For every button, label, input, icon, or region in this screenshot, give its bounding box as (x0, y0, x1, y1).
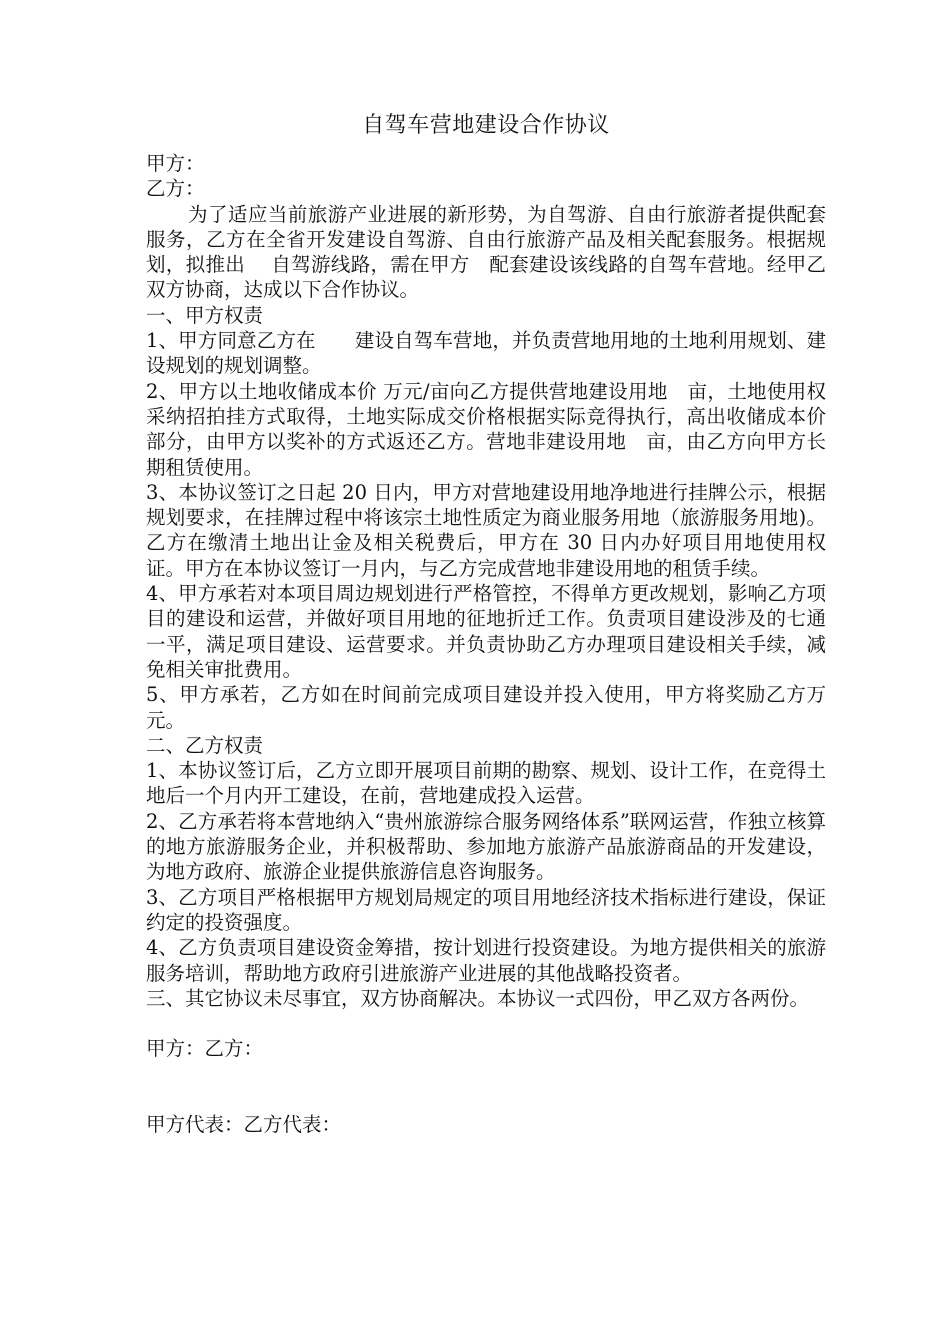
party-a-clause-1: 1、甲方同意乙方在 建设自驾车营地，并负责营地用地的土地利用规划、建设规划的规划调整。 (146, 329, 826, 378)
party-a-line: 甲方： (146, 152, 205, 175)
party-b-clause-4: 4、乙方负责项目建设资金筹措，按计划进行投资建设。为地方提供相关的旅游服务培训，帮助地方政府引进旅游产业进展的其他战略投资者。 (146, 936, 826, 985)
document-page (146, 112, 826, 1137)
party-a-clause-5: 5、甲方承若，乙方如在时间前完成项目建设并投入使用，甲方将奖励乙方万元。 (146, 683, 826, 732)
spacer (146, 1011, 826, 1036)
spacer (146, 1062, 826, 1112)
preamble-paragraph: 为了适应当前旅游产业进展的新形势，为自驾游、自由行旅游者提供配套服务，乙方在全省开发建设自驾游、自由行旅游产品及相关配套服务。根据规划，拟推出 自驾游线路，需在甲方 配套建设该线路的自驾车营地。经甲乙双方协商，达成以下合作协议。 (146, 202, 826, 302)
party-b-clause-3: 3、乙方项目严格根据甲方规划局规定的项目用地经济技术指标进行建设，保证约定的投资强度。 (146, 885, 826, 934)
signature-representatives: 甲方代表：乙方代表： (146, 1112, 342, 1136)
party-b-clause-2: 2、乙方承若将本营地纳入“贵州旅游综合服务网络体系”联网运营，作独立核算的地方旅游服务企业，并积极帮助、参加地方旅游产品旅游商品的开发建设，为地方政府、旅游企业提供旅游信息咨询服务。 (146, 809, 826, 884)
party-b-clause-1: 1、本协议签订后，乙方立即开展项目前期的勘察、规划、设计工作，在竞得土地后一个月内开工建设，在前，营地建成投入运营。 (146, 759, 826, 808)
party-a-clause-2: 2、甲方以土地收储成本价 万元/亩向乙方提供营地建设用地 亩，土地使用权采纳招拍挂方式取得，土地实际成交价格根据实际竞得执行，高出收储成本价部分，由甲方以奖补的方式返还乙方。营地非建设用地 亩，由乙方向甲方长期租赁使用。 (146, 379, 826, 479)
document-title: 自驾车营地建设合作协议 (362, 113, 610, 138)
section-heading-party-b: 二、乙方权责 (146, 733, 264, 757)
section-heading-party-a: 一、甲方权责 (146, 303, 264, 327)
signature-parties: 甲方：乙方： (146, 1037, 264, 1061)
party-a-clause-3: 3、本协议签订之日起 20 日内，甲方对营地建设用地净地进行挂牌公示，根据规划要求，在挂牌过程中将该宗土地性质定为商业服务用地（旅游服务用地)。乙方在缴清土地出让金及相关税费后，甲方在 30 日内办好项目用地使用权证。甲方在本协议签订一月内，与乙方完成营地非建设用地的租赁手续。 (146, 480, 826, 580)
party-b-line: 乙方： (146, 177, 205, 201)
section-other-matters: 三、其它协议未尽事宜，双方协商解决。本协议一式四份，甲乙双方各两份。 (146, 986, 810, 1010)
party-a-clause-4: 4、甲方承若对本项目周边规划进行严格管控，不得单方更改规划，影响乙方项目的建设和运营，并做好项目用地的征地折迁工作。负责项目建设涉及的七通一平，满足项目建设、运营要求。并负责协助乙方办理项目建设相关手续，减免相关审批费用。 (146, 582, 826, 681)
